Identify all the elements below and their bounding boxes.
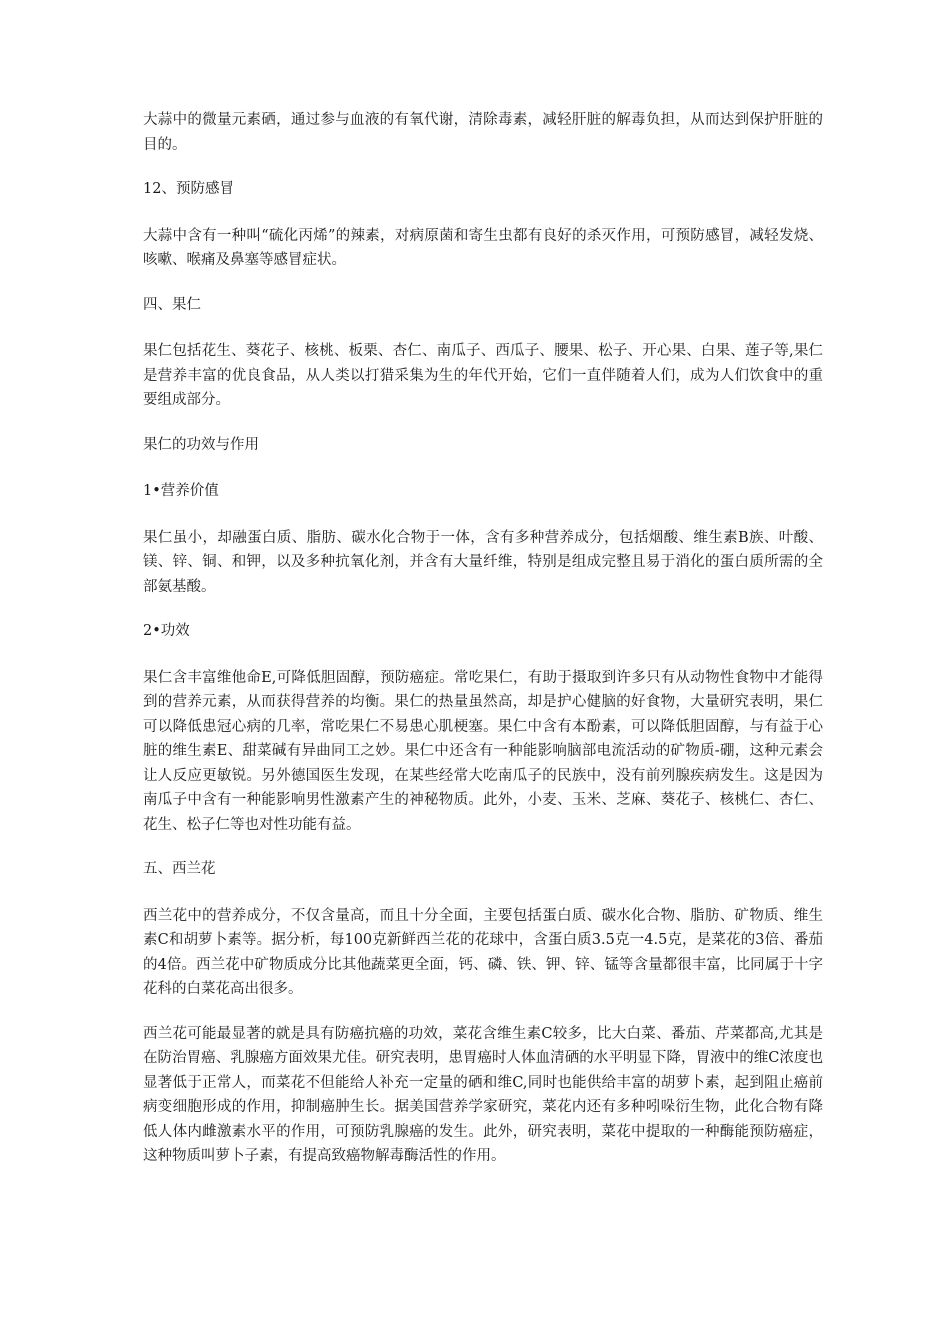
- heading-prevent-cold: 12、预防感冒: [143, 181, 234, 197]
- heading-nutrition-value: 1•营养价值: [143, 483, 219, 499]
- paragraph-broccoli-nutrition: 西兰花中的营养成分，不仅含量高，而且十分全面，主要包括蛋白质、碳水化合物、脂肪、矿物质、维生素C和胡萝卜素等。据分析，每100克新鲜西兰花的花球中，含蛋白质3.5克一4.5克，是菜花的3倍、番茄的4倍。西兰花中矿物质成分比其他蔬菜更全面，钙、磷、铁、钾、锌、锰等含量都很丰富，比同属于十字花科的白菜花高出很多。: [143, 907, 823, 997]
- paragraph-garlic-liver: 大蒜中的微量元素硒，通过参与血液的有氧代谢，清除毒素，减轻肝脏的解毒负担，从而达到保护肝脏的目的。: [143, 112, 823, 153]
- heading-nuts: 四、果仁: [143, 296, 201, 313]
- paragraph-garlic-cold: 大蒜中含有一种叫“硫化丙烯”的辣素，对病原菌和寄生虫都有良好的杀灭作用，可预防感冒，减轻发烧、咳嗽、喉痛及鼻塞等感冒症状。: [143, 227, 823, 268]
- heading-nuts-benefits: 果仁的功效与作用: [143, 436, 259, 453]
- paragraph-broccoli-anticancer: 西兰花可能最显著的就是具有防癌抗癌的功效，菜花含维生素C较多，比大白菜、番茄、芹菜都高,尤其是在防治胃癌、乳腺癌方面效果尤佳。研究表明，患胃癌时人体血清硒的水平明显下降，胃液中的维C浓度也显著低于正常人，而菜花不但能给人补充一定量的硒和维C,同时也能供给丰富的胡萝卜素，起到阻止癌前病变细胞形成的作用，抑制癌肿生长。据美国营养学家研究，菜花内还有多种吲哚衍生物，此化合物有降低人体内雌激素水平的作用，可预防乳腺癌的发生。此外，研究表明，菜花中提取的一种酶能预防癌症，这种物质叫萝卜子素，有提高致癌物解毒酶活性的作用。: [143, 1025, 823, 1164]
- document-body: [143, 108, 823, 1189]
- paragraph-nuts-intro: 果仁包括花生、葵花子、核桃、板栗、杏仁、南瓜子、西瓜子、腰果、松子、开心果、白果、莲子等,果仁是营养丰富的优良食品，从人类以打猎采集为生的年代开始，它们一直伴随着人们，成为人们饮食中的重要组成部分。: [143, 343, 823, 408]
- heading-efficacy: 2•功效: [143, 623, 190, 639]
- paragraph-nuts-efficacy: 果仁含丰富维他命E,可降低胆固醇，预防癌症。常吃果仁，有助于摄取到许多只有从动物性食物中才能得到的营养元素，从而获得营养的均衡。果仁的热量虽然高，却是护心健脑的好食物，大量研究表明，果仁可以降低患冠心病的几率，常吃果仁不易患心肌梗塞。果仁中含有本酚素，可以降低胆固醇，与有益于心脏的维生素E、甜菜碱有异曲同工之妙。果仁中还含有一种能影响脑部电流活动的矿物质-硼，这种元素会让人反应更敏锐。另外德国医生发现，在某些经常大吃南瓜子的民族中，没有前列腺疾病发生。这是因为南瓜子中含有一种能影响男性激素产生的神秘物质。此外，小麦、玉米、芝麻、葵花子、核桃仁、杏仁、花生、松子仁等也对性功能有益。: [143, 669, 823, 833]
- heading-broccoli: 五、西兰花: [143, 861, 216, 877]
- paragraph-nuts-nutrition: 果仁虽小，却融蛋白质、脂肪、碳水化合物于一体，含有多种营养成分，包括烟酸、维生素B族、叶酸、镁、锌、铜、和钾，以及多种抗氧化剂，并含有大量纤维，特别是组成完整且易于消化的蛋白质所需的全部氨基酸。: [143, 529, 823, 595]
